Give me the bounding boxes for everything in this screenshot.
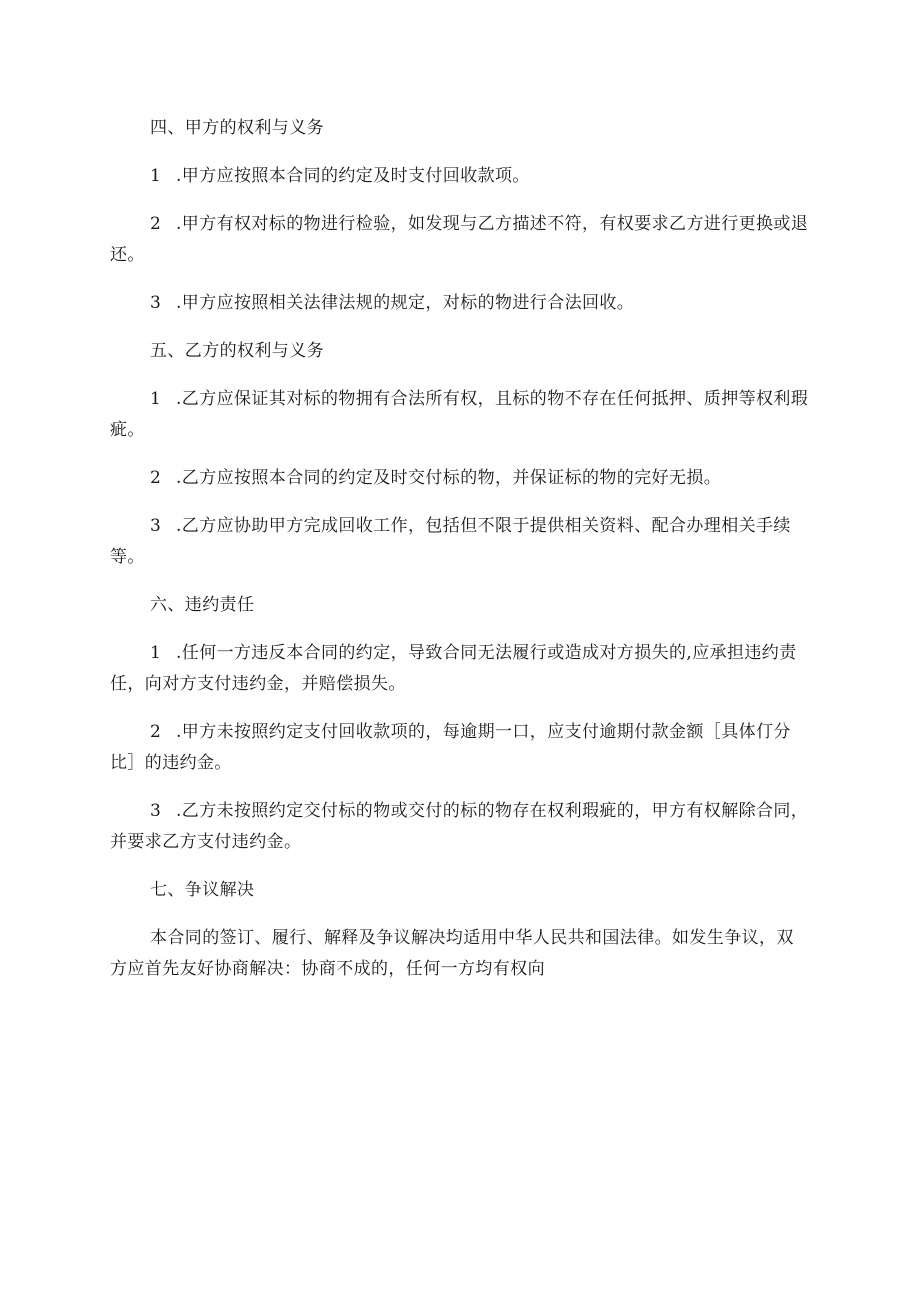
clause-number: 2 — [150, 214, 162, 234]
clause — [110, 796, 810, 858]
clause-number: 2 — [150, 468, 162, 488]
clause-number: 1 — [150, 389, 162, 409]
clause — [110, 209, 810, 271]
clause — [110, 638, 810, 700]
clause-number: 3 — [150, 293, 162, 313]
clause-text: .甲方有权对标的物进行检验，如发现与乙方描述不符，有权要求乙方进行更换或退还。 — [110, 214, 809, 265]
section-heading: 七、争议解决 — [150, 880, 255, 900]
clause-text: .甲方未按照约定支付回收款项的，每逾期一口，应支付逾期付款金额［具体仃分比］的违约金。 — [110, 722, 791, 773]
clause — [110, 288, 810, 319]
clause-text: .乙方应协助甲方完成回收工作，包括但不限于提供相关资料、配合办理相关手续等。 — [110, 516, 791, 567]
clause-number: 1 — [150, 166, 162, 186]
clause — [110, 384, 810, 446]
clause-number: 3 — [150, 516, 162, 536]
clause — [110, 161, 810, 192]
clause-number: 2 — [150, 722, 162, 742]
document-body — [110, 113, 810, 1002]
section-heading: 四、甲方的权利与义务 — [150, 118, 324, 138]
clause — [110, 717, 810, 779]
clause — [110, 511, 810, 573]
section-body-text: 本合同的签订、履行、解释及争议解决均适用中华人民共和国法律。如发生争议，双方应首先友好协商解决：协商不成的，任何一方均有权向 — [110, 928, 794, 979]
section-heading: 六、违约责任 — [150, 595, 255, 615]
clause-text: .乙方应按照本合同的约定及时交付标的物，并保证标的物的完好无损。 — [176, 468, 722, 488]
clause-text: .任何一方违反本合同的约定，导致合同无法履行或造成对方损失的,应承担违约责任，向对方支付违约金，并赔偿损失。 — [110, 643, 797, 694]
clause-text: .乙方应保证其对标的物拥有合法所有权，且标的物不存在任何抵押、质押等权利瑕疵。 — [110, 389, 809, 440]
clause-text: .甲方应按照相关法律法规的规定，对标的物进行合法回收。 — [176, 293, 635, 313]
clause — [110, 463, 810, 494]
section-heading: 五、乙方的权利与义务 — [150, 341, 324, 361]
clause-text: .乙方未按照约定交付标的物或交付的标的物存在权利瑕疵的，甲方有权解除合同，并要求乙方支付违约金。 — [110, 801, 809, 852]
clause-number: 1 — [150, 643, 162, 663]
clause-text: .甲方应按照本合同的约定及时支付回收款项。 — [176, 166, 530, 186]
clause-number: 3 — [150, 801, 162, 821]
